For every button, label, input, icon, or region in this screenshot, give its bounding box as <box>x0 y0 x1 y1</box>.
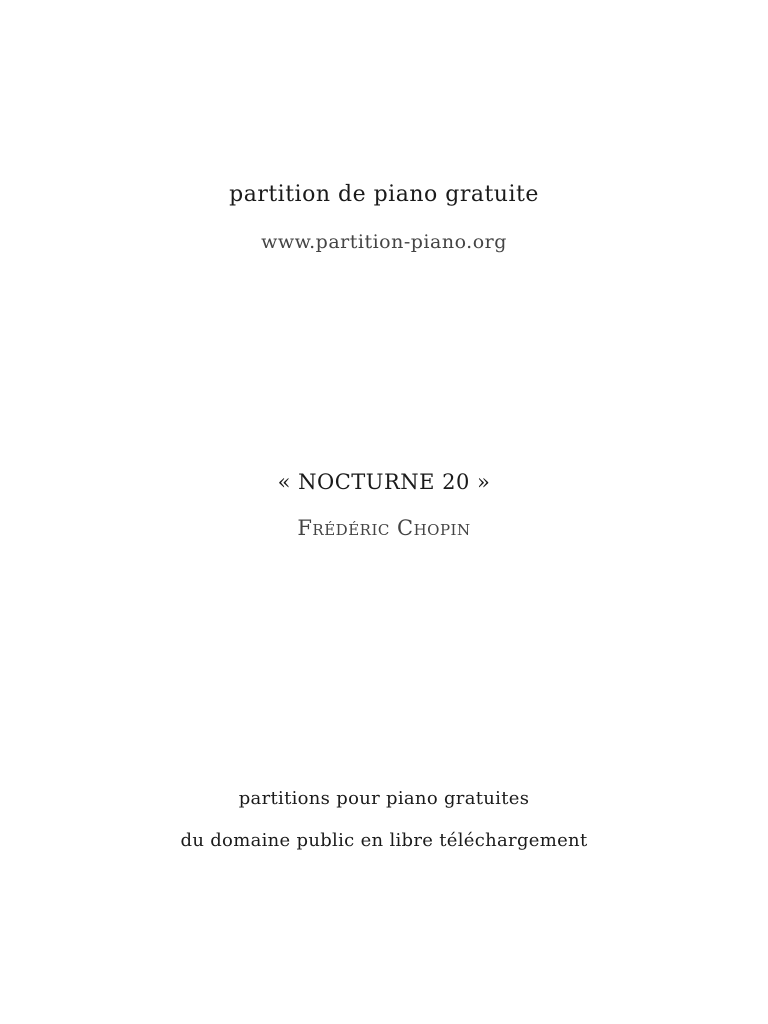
footer-tagline-2: du domaine public en libre téléchargement <box>180 830 588 851</box>
piece-title: « NOCTURNE 20 » <box>277 470 491 494</box>
composer-name: Frédéric Chopin <box>297 516 471 540</box>
site-title: partition de piano gratuite <box>229 182 539 207</box>
site-url: www.partition-piano.org <box>261 231 507 253</box>
footer-tagline-1: partitions pour piano gratuites <box>238 788 530 809</box>
